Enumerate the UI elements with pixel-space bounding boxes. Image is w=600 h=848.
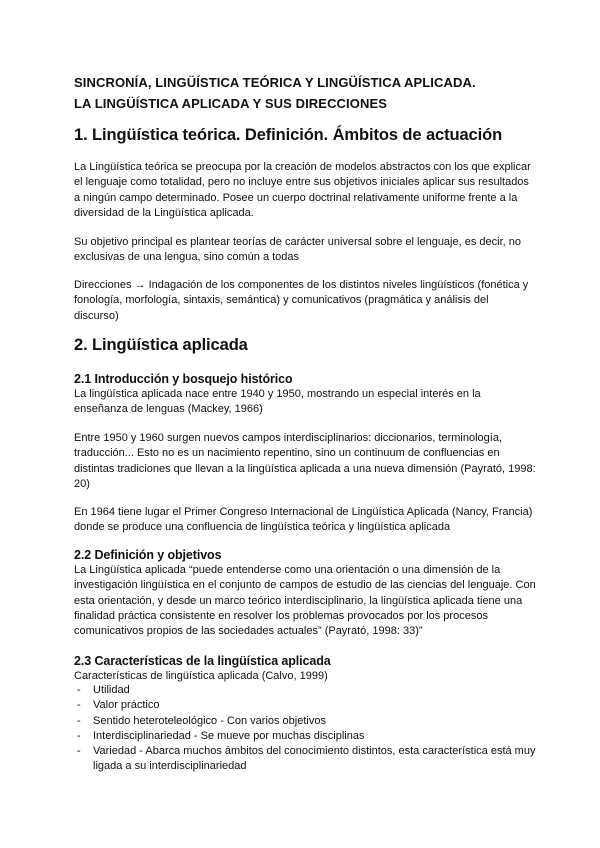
subsection-2-2-heading: 2.2 Definición y objetivos <box>74 548 222 562</box>
list-item-text: Variedad - Abarca muchos ámbitos del conocimiento distintos, esta característica está muy ligada a su interdisciplinariedad <box>93 745 536 773</box>
subsection-2-1-paragraph-2: Entre 1950 y 1960 surgen nuevos campos interdisciplinarios: diccionarios, terminología, traducción... Esto no es un nacimiento repentino, sino un continuum de confluencias en distintas tradiciones que llevan a la lingüística aplicada a una nueva dimensión (Payrató, 1998: 20) <box>74 432 536 490</box>
list-item <box>74 744 536 775</box>
list-bullet: - <box>77 684 81 696</box>
list-bullet: - <box>77 714 81 727</box>
document-title-line-1: SINCRONÍA, LINGÜÍSTICA TEÓRICA Y LINGÜÍSTICA APLICADA. <box>74 75 476 90</box>
list-bullet: - <box>77 729 81 742</box>
list-item <box>74 714 536 729</box>
subsection-2-1-heading: 2.1 Introducción y bosquejo histórico <box>74 372 293 386</box>
subsection-2-3-intro: Características de lingüística aplicada (Calvo, 1999) <box>74 670 328 682</box>
section-2-heading: 2. Lingüística aplicada <box>74 336 248 354</box>
section-1-heading: 1. Lingüística teórica. Definición. Ámbitos de actuación <box>74 126 503 144</box>
subsection-2-1-paragraph-1: La lingüística aplicada nace entre 1940 y 1950, mostrando un especial interés en la enseñanza de lenguas (Mackey, 1966) <box>74 388 481 416</box>
list-item-text: Valor práctico <box>93 699 160 712</box>
list-item <box>74 698 536 713</box>
list-item-text: Utilidad <box>93 684 130 696</box>
subsection-2-1-paragraph-3: En 1964 tiene lugar el Primer Congreso Internacional de Lingüística Aplicada (Nancy, Francia) donde se produce una confluencia de lingüística teórica y lingüística aplicada <box>74 506 533 534</box>
list-item <box>74 683 536 698</box>
subsection-2-2-paragraph-1: La Lingüística aplicada “puede entenderse como una orientación o una dimensión de la investigación lingüística en el conjunto de campos de estudio de las ciencias del lenguaje. Con esta orientación, y desde un marco teórico interdisciplinario, la lingüística aplicada tiene una finalidad práctica consistente en resolver los problemas provocados por los procesos comunicativos propios de las sociedades actuales” (Payrató, 1998: 33)” <box>74 564 536 638</box>
list-item-text: Sentido heteroteleológico - Con varios objetivos <box>93 714 326 727</box>
section-1-paragraph-2: Su objetivo principal es plantear teorías de carácter universal sobre el lenguaje, es decir, no exclusivas de una lengua, sino común a todas <box>74 236 521 264</box>
document-title <box>74 72 544 114</box>
list-item <box>74 729 536 744</box>
list-bullet: - <box>77 745 81 758</box>
document-title-line-2: LA LINGÜÍSTICA APLICADA Y SUS DIRECCIONES <box>74 96 387 111</box>
characteristics-list <box>74 683 536 775</box>
subsection-2-3-heading: 2.3 Características de la lingüística aplicada <box>74 654 331 668</box>
list-item-text: Interdisciplinariedad - Se mueve por muchas disciplinas <box>93 729 365 742</box>
section-1-paragraph-1: La Lingüística teórica se preocupa por la creación de modelos abstractos con los que explicar el lenguaje como totalidad, pero no incluye entre sus objetivos iniciales aplicar sus resultados a ningún campo determinado. Posee un cuerpo doctrinal relativamente uniforme frente a la diversidad de la Lingüística aplicada. <box>74 161 531 219</box>
section-1-paragraph-3: Direcciones → Indagación de los componentes de los distintos niveles lingüísticos (fonética y fonología, morfología, sintaxis, semántica) y comunicativos (pragmática y análisis del discurso) <box>74 279 529 322</box>
list-bullet: - <box>77 699 81 712</box>
